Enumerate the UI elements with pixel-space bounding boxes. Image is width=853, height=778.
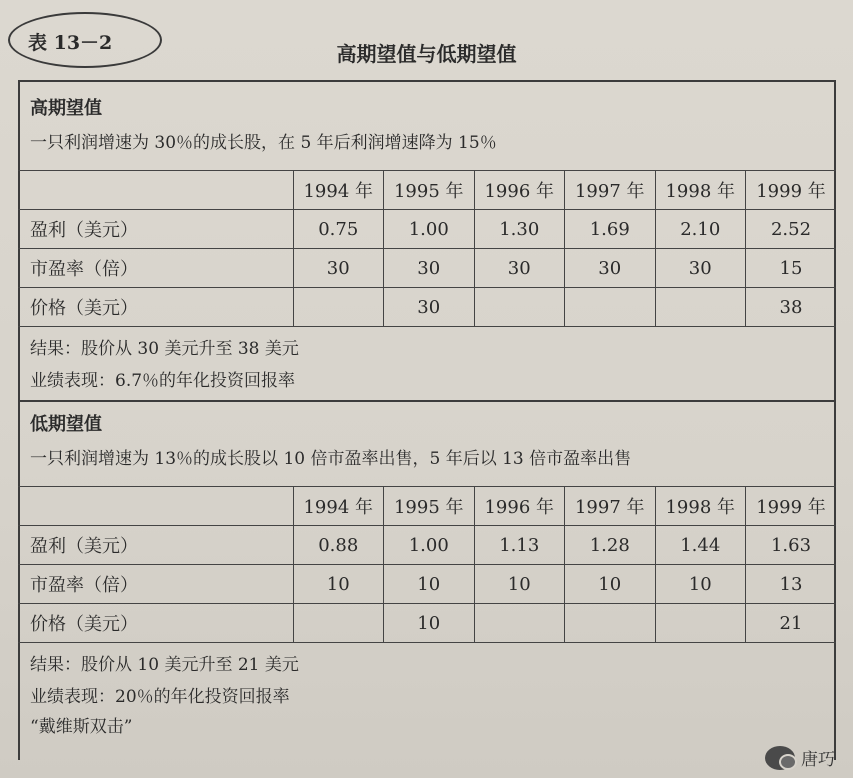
year-header: 1995 年 (384, 487, 475, 526)
year-header: 1998 年 (655, 487, 746, 526)
table-row (18, 249, 836, 288)
low-data-table (18, 486, 836, 643)
row-label: 价格（美元） (18, 288, 293, 327)
table-row (18, 171, 836, 210)
year-header: 1999 年 (746, 171, 837, 210)
watermark-text: 唐巧 (801, 750, 835, 770)
table-cell (565, 604, 656, 643)
table-cell (474, 604, 565, 643)
year-header: 1994 年 (293, 487, 384, 526)
high-data-table (18, 170, 836, 327)
section-divider (18, 400, 836, 402)
table-cell: 30 (565, 249, 656, 288)
table-cell: 0.88 (293, 526, 384, 565)
table-cell (293, 604, 384, 643)
table-row (18, 604, 836, 643)
table-cell: 1.13 (474, 526, 565, 565)
table-cell: 30 (655, 249, 746, 288)
low-description: 一只利润增速为 13％的成长股以 10 倍市盈率出售，5 年后以 13 倍市盈率出售 (30, 449, 632, 469)
table-cell: 2.10 (655, 210, 746, 249)
table-cell: 15 (746, 249, 837, 288)
table-cell: 30 (384, 249, 475, 288)
table-row (18, 565, 836, 604)
table-cell (655, 604, 746, 643)
row-label: 价格（美元） (18, 604, 293, 643)
table-cell: 1.00 (384, 210, 475, 249)
table-cell: 30 (474, 249, 565, 288)
year-header: 1994 年 (293, 171, 384, 210)
table-cell: 10 (384, 604, 475, 643)
table-cell: 0.75 (293, 210, 384, 249)
high-description: 一只利润增速为 30％的成长股，在 5 年后利润增速降为 15％ (30, 133, 497, 153)
table-cell (18, 171, 293, 210)
year-header: 1996 年 (474, 171, 565, 210)
table-cell: 1.30 (474, 210, 565, 249)
table-row (18, 288, 836, 327)
year-header: 1995 年 (384, 171, 475, 210)
row-label: 市盈率（倍） (18, 565, 293, 604)
table-cell: 10 (384, 565, 475, 604)
table-row (18, 210, 836, 249)
table-cell: 30 (384, 288, 475, 327)
row-label: 盈利（美元） (18, 526, 293, 565)
year-header: 1999 年 (746, 487, 837, 526)
year-header: 1997 年 (565, 487, 656, 526)
low-section-title: 低期望值 (30, 414, 102, 435)
table-cell: 13 (746, 565, 837, 604)
low-performance: 业绩表现：20％的年化投资回报率 (30, 687, 290, 707)
table-cell: 30 (293, 249, 384, 288)
table-cell: 1.28 (565, 526, 656, 565)
table-row (18, 526, 836, 565)
watermark (765, 745, 835, 770)
table-caption: 高期望值与低期望值 (336, 42, 517, 66)
table-cell: 38 (746, 288, 837, 327)
table-row (18, 487, 836, 526)
table-cell (474, 288, 565, 327)
high-performance: 业绩表现：6.7％的年化投资回报率 (30, 371, 296, 391)
high-result: 结果：股价从 30 美元升至 38 美元 (30, 339, 299, 359)
table-cell (293, 288, 384, 327)
row-label: 市盈率（倍） (18, 249, 293, 288)
table-cell: 1.63 (746, 526, 837, 565)
table-cell: 10 (474, 565, 565, 604)
low-result: 结果：股价从 10 美元升至 21 美元 (30, 655, 299, 675)
year-header: 1998 年 (655, 171, 746, 210)
high-section-title: 高期望值 (30, 98, 102, 119)
year-header: 1997 年 (565, 171, 656, 210)
year-header: 1996 年 (474, 487, 565, 526)
table-cell (655, 288, 746, 327)
table-cell: 1.69 (565, 210, 656, 249)
table-cell: 10 (293, 565, 384, 604)
table-cell: 1.00 (384, 526, 475, 565)
row-label: 盈利（美元） (18, 210, 293, 249)
wechat-icon (765, 746, 795, 770)
table-cell: 10 (565, 565, 656, 604)
table-cell: 21 (746, 604, 837, 643)
table-cell (18, 487, 293, 526)
table-cell: 2.52 (746, 210, 837, 249)
low-note: “戴维斯双击” (30, 717, 133, 737)
table-number: 表 13－2 (28, 32, 113, 54)
table-cell (565, 288, 656, 327)
table-cell: 10 (655, 565, 746, 604)
table-cell: 1.44 (655, 526, 746, 565)
